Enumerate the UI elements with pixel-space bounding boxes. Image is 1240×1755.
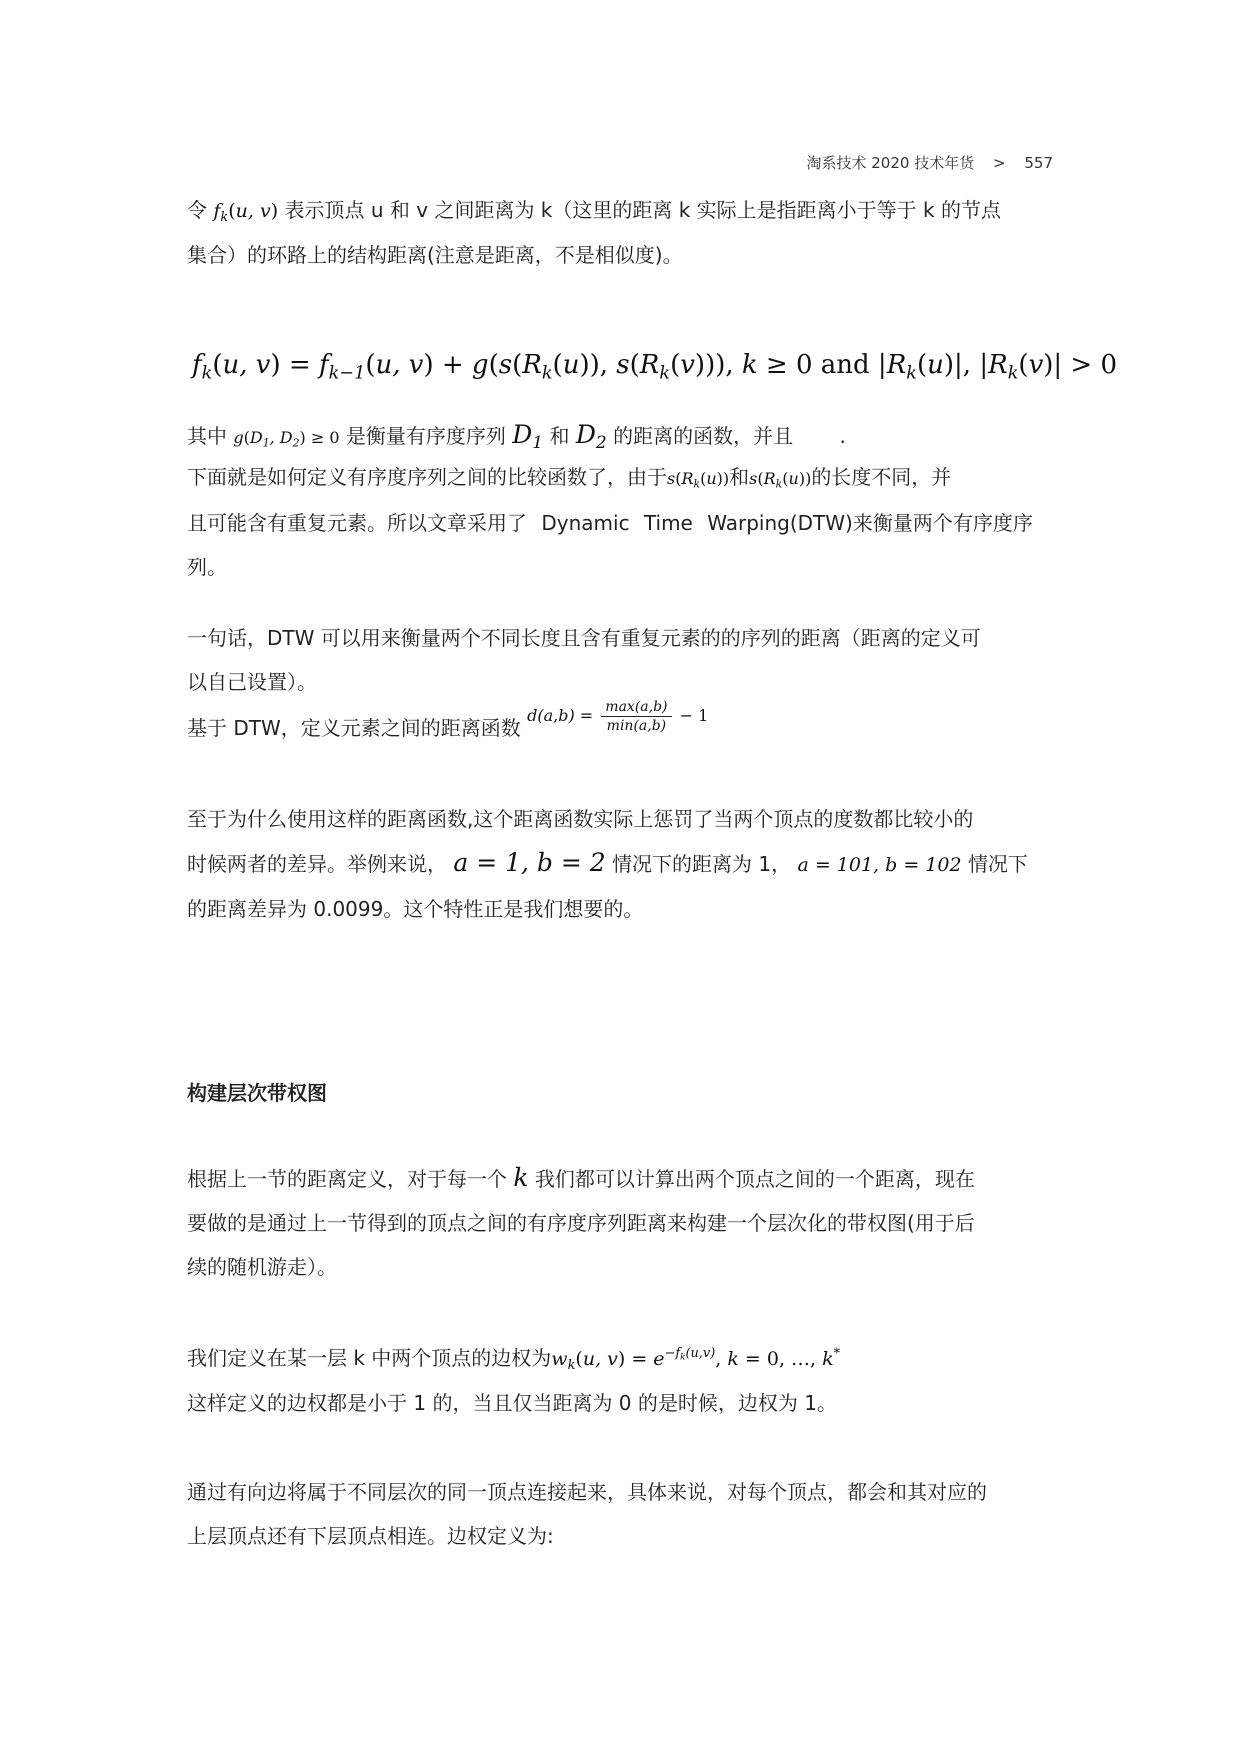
display-equation: $f_k(u$, $v) = f_{k-1}(u$, $v) + g(s(R_k(u))$, $s(R_k(v))$), k ≥ 0 and $|R_k(u)|$, $|R_k(v)| > 0$: [192, 350, 1118, 384]
paragraph-distance-function: [187, 699, 1055, 752]
math-fk-inline: $f_k(u$, v): [213, 200, 279, 225]
p8-line1-a: 我们定义在某一层 k 中两个顶点的边权为: [187, 1346, 552, 1370]
header-title: 淘系技术 2020 技术年货: [806, 154, 975, 172]
page-header: [807, 152, 1054, 173]
math-d1: $D_1$: [512, 420, 544, 454]
p1-line1-rest: 表示顶点 u 和 v 之间距离为 k（这里的距离 k 实际上是指距离小于等于 k 的节点: [284, 198, 1001, 222]
p3-line2: 且可能含有重复元素。所以文章采用了 Dynamic Time Warping(DTW)来衡量两个有序度序: [187, 511, 1033, 535]
p6-line2-a: 时候两者的差异。举例来说，: [187, 852, 447, 876]
paragraph-penalty: [187, 797, 1055, 931]
math-s-rk-u-1: $s(R_k(u))$: [667, 469, 730, 491]
math-example-1: a = 1, b = 2: [453, 848, 606, 877]
math-d-rhs: − 1: [679, 706, 709, 725]
paragraph-dtw-intro: [187, 455, 1055, 589]
p3-line3: 列。: [187, 555, 227, 579]
p2-and: 和: [549, 424, 570, 448]
p2-dot: .: [839, 424, 846, 448]
p9-line1: 通过有向边将属于不同层次的同一顶点连接起来，具体来说，对每个顶点，都会和其对应的: [187, 1480, 987, 1504]
p4-line2: 以自己设置）。: [187, 670, 317, 694]
p6-line2-c: 情况下: [967, 852, 1028, 876]
p4-line1: 一句话，DTW 可以用来衡量两个不同长度且含有重复元素的的序列的距离（距离的定义可: [187, 626, 981, 650]
p2-suffix: 的距离的函数，并且: [613, 424, 794, 448]
math-s-rk-u-2: $s(R_k(u))$: [749, 469, 812, 491]
p6-line1: 至于为什么使用这样的距离函数,这个距离函数实际上惩罚了当两个顶点的度数都比较小的: [187, 807, 974, 831]
math-distance-function: [527, 699, 709, 734]
paragraph-structural-distance: [187, 188, 1055, 277]
p3-line1-b: 和: [729, 465, 750, 489]
p2-mid: 是衡量有序度序列: [345, 424, 506, 448]
p5-text: 基于 DTW，定义元素之间的距离函数: [187, 716, 521, 740]
p2-prefix: 其中: [187, 424, 227, 448]
math-edge-weight: $w_k(u$, $v) = e^{-f_k(u,v)}$, k = 0, …, k*: [551, 1346, 841, 1373]
p7-line1-a: 根据上一节的距离定义，对于每一个: [187, 1167, 507, 1191]
p7-line3: 续的随机游走）。: [187, 1255, 337, 1279]
p8-line2: 这样定义的边权都是小于 1 的，当且仅当距离为 0 的是时候，边权为 1。: [187, 1391, 837, 1415]
math-d2: $D_2$: [575, 420, 607, 454]
page-number: 557: [1024, 154, 1053, 172]
p3-line1-c: 的长度不同，并: [811, 465, 952, 489]
math-k: k: [513, 1163, 529, 1192]
p7-line1-b: 我们都可以计算出两个顶点之间的一个距离，现在: [534, 1167, 975, 1191]
paragraph-directed-edges: [187, 1470, 1055, 1558]
p3-line1-a: 下面就是如何定义有序度序列之间的比较函数了，由于: [187, 465, 667, 489]
math-numerator: max(a,b): [601, 698, 671, 717]
p1-prefix: 令: [187, 198, 207, 222]
p6-line3: 的距离差异为 0.0099。这个特性正是我们想要的。: [187, 897, 644, 921]
p6-line2-b: 情况下的距离为 1，: [612, 852, 792, 876]
math-example-2: a = 101, b = 102: [797, 854, 962, 876]
paragraph-edge-weight: [187, 1336, 1055, 1425]
equation-and-word: and: [820, 350, 870, 380]
p9-line2: 上层顶点还有下层顶点相连。边权定义为:: [187, 1524, 554, 1548]
p1-line2: 集合）的环路上的结构距离(注意是距离，不是相似度)。: [187, 243, 683, 267]
paragraph-dtw-summary: [187, 616, 1055, 704]
math-d-lhs: d(a,b) =: [527, 706, 594, 725]
math-g-inequality: $g(D_1$, $D_2) \ge 0$: [233, 428, 340, 450]
section-title: 构建层次带权图: [187, 1081, 327, 1105]
header-separator: >: [993, 154, 1006, 172]
paragraph-g-function: [187, 413, 1055, 460]
paragraph-layered-graph: [187, 1156, 1055, 1289]
math-denominator: min(a,b): [606, 718, 667, 734]
p7-line2: 要做的是通过上一节得到的顶点之间的有序度序列距离来构建一个层次化的带权图(用于后: [187, 1211, 975, 1235]
math-fraction: [601, 698, 671, 735]
